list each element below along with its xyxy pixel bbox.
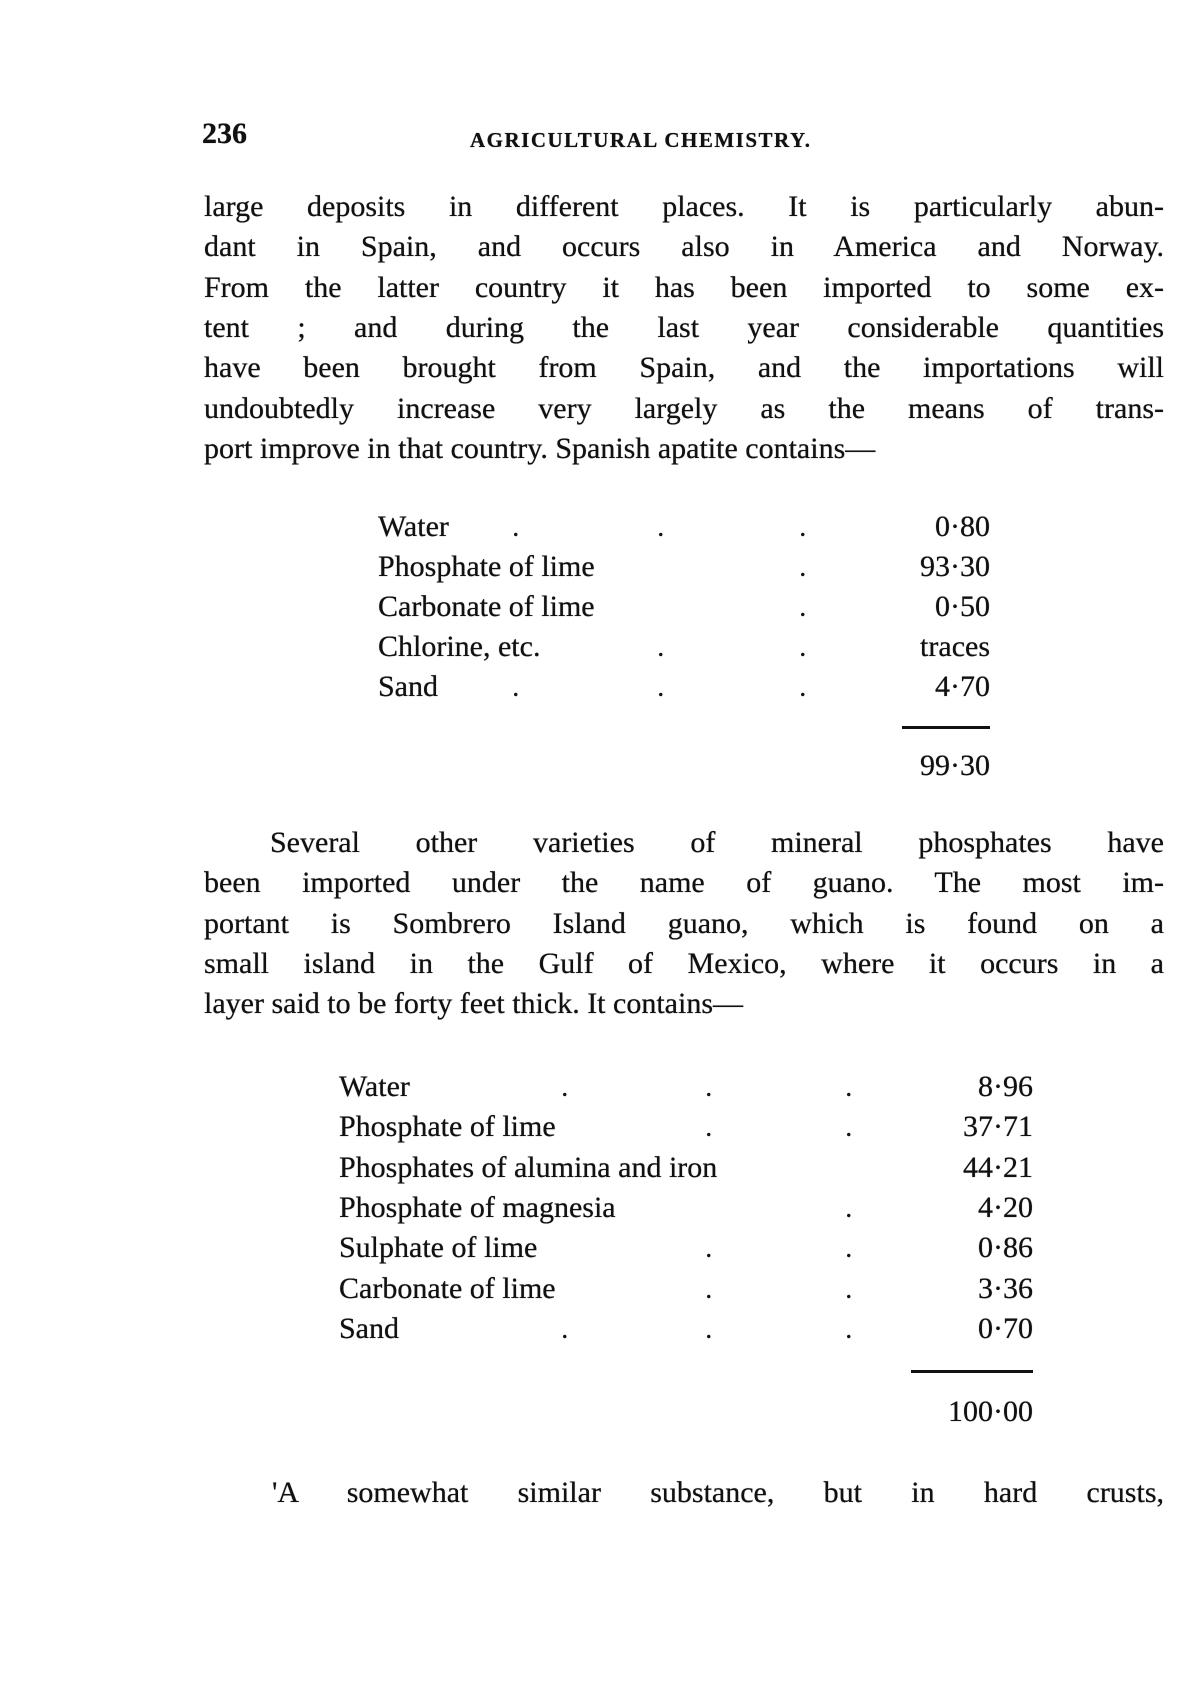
total-value: 99·30	[920, 749, 990, 782]
row-value: 0·86	[978, 1231, 1033, 1265]
leader-dot: .	[845, 1271, 853, 1305]
text-line: small island in the Gulf of Mexico, where it occurs in a	[204, 946, 1164, 980]
leader-dot: .	[657, 670, 665, 703]
row-label: Carbonate of lime	[339, 1271, 556, 1305]
leader-dot: .	[512, 670, 520, 703]
leader-dot: .	[799, 630, 807, 663]
row-label: Phosphate of lime	[378, 550, 595, 583]
leader-dot: .	[705, 1070, 713, 1103]
sum-rule	[902, 726, 990, 729]
leader-dot: .	[845, 1311, 853, 1345]
leader-dot: .	[845, 1110, 853, 1144]
row-value: 0·70	[978, 1311, 1033, 1345]
row-value: 4·70	[935, 670, 990, 703]
leader-dot: .	[845, 1231, 853, 1265]
text-line: been imported under the name of guano. The most im-	[204, 866, 1164, 900]
text-line: have been brought from Spain, and the importations will	[204, 351, 1164, 385]
row-value: traces	[920, 630, 990, 663]
leader-dot: .	[845, 1070, 853, 1103]
row-value: 4·20	[978, 1190, 1033, 1224]
leader-dot: .	[561, 1070, 569, 1103]
row-value: 8·96	[978, 1070, 1033, 1103]
leader-dot: .	[799, 550, 807, 583]
leader-dot: .	[705, 1311, 713, 1345]
row-value: 44·21	[963, 1150, 1033, 1184]
row-label: Sulphate of lime	[339, 1231, 538, 1265]
leader-dot: .	[705, 1110, 713, 1144]
row-label: Phosphate of magnesia	[339, 1190, 616, 1224]
leader-dot: .	[512, 510, 520, 543]
row-label: Water	[339, 1070, 410, 1103]
text-line: Several other varieties of mineral phosphates have	[270, 826, 1164, 859]
row-value: 0·80	[935, 510, 990, 543]
text-line: undoubtedly increase very largely as the means of trans-	[204, 391, 1164, 425]
leader-dot: .	[705, 1231, 713, 1265]
row-value: 3·36	[978, 1271, 1033, 1305]
sum-rule	[911, 1370, 1033, 1373]
text-line: 'A somewhat similar substance, but in hard crusts,	[272, 1476, 1164, 1509]
text-line: dant in Spain, and occurs also in America and Norway.	[204, 230, 1164, 264]
row-value: 37·71	[963, 1110, 1033, 1144]
row-value: 0·50	[935, 590, 990, 623]
leader-dot: .	[657, 510, 665, 543]
row-label: Phosphate of lime	[339, 1110, 556, 1144]
row-label: Carbonate of lime	[378, 590, 595, 623]
total-value: 100·00	[948, 1395, 1033, 1428]
text-line: portant is Sombrero Island guano, which is found on a	[204, 906, 1164, 940]
row-label: Sand	[339, 1311, 399, 1345]
leader-dot: .	[561, 1311, 569, 1345]
text-line: large deposits in different places. It is particularly abun-	[204, 190, 1164, 223]
leader-dot: .	[705, 1271, 713, 1305]
leader-dot: .	[799, 670, 807, 703]
leader-dot: .	[845, 1190, 853, 1224]
text-line: port improve in that country. Spanish apatite contains—	[204, 431, 876, 465]
running-title: AGRICULTURAL CHEMISTRY.	[470, 128, 812, 152]
leader-dot: .	[657, 630, 665, 663]
row-label: Chlorine, etc.	[378, 630, 541, 663]
row-label: Water	[378, 510, 449, 543]
page-number: 236	[202, 117, 247, 150]
text-line: layer said to be forty feet thick. It contains—	[204, 987, 743, 1021]
leader-dot: .	[799, 510, 807, 543]
text-line: tent ; and during the last year considerable quantities	[204, 310, 1164, 344]
row-label: Phosphates of alumina and iron	[339, 1150, 718, 1184]
row-value: 93·30	[920, 550, 990, 583]
row-label: Sand	[378, 670, 438, 703]
leader-dot: .	[799, 590, 807, 623]
text-line: From the latter country it has been imported to some ex-	[204, 270, 1164, 304]
